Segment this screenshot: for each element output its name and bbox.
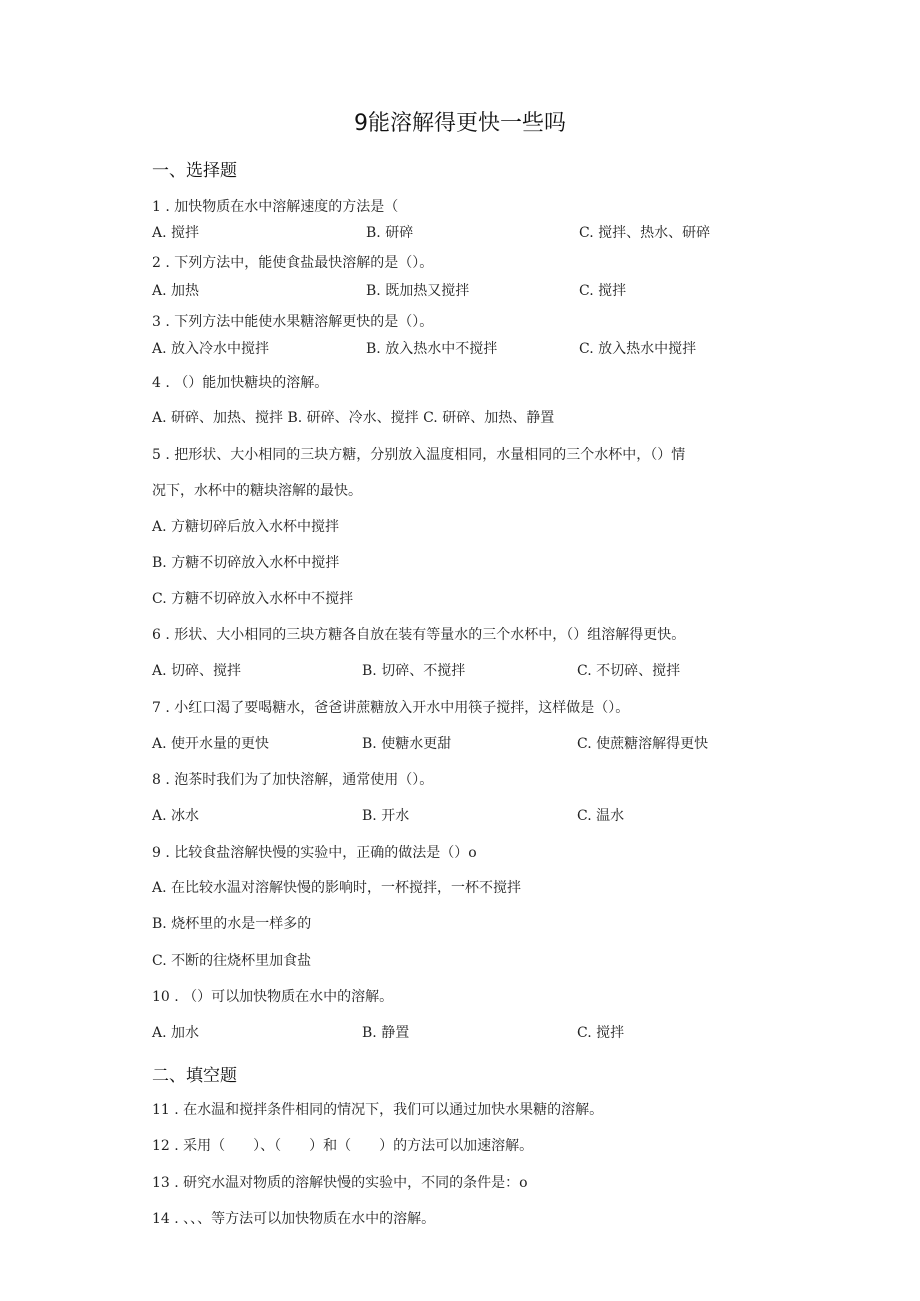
question-9-option-c: C. 不断的往烧杯里加食盐: [152, 953, 312, 969]
question-7-option-a: A. 使开水量的更快: [152, 736, 270, 752]
question-2-option-c: C. 搅拌: [579, 283, 627, 299]
question-10-option-b: B. 静置: [362, 1025, 410, 1041]
question-5-option-b: B. 方糖不切碎放入水杯中搅拌: [152, 555, 340, 571]
question-4-options: A. 研碎、加热、搅拌 B. 研碎、冷水、搅拌 C. 研碎、加热、静置: [152, 410, 555, 426]
question-3-option-b: B. 放入热水中不搅拌: [366, 341, 498, 357]
question-8-option-a: A. 冰水: [152, 808, 200, 824]
question-2-stem: 2 . 下列方法中，能使食盐最快溶解的是（）。: [152, 255, 434, 271]
section-heading-choice: 一、选择题: [152, 161, 237, 181]
question-8-option-b: B. 开水: [362, 808, 410, 824]
question-3-stem: 3 . 下列方法中能使水果糖溶解更快的是（）。: [152, 314, 434, 330]
question-6-option-c: C. 不切碎、搅拌: [577, 663, 681, 679]
question-2-option-a: A. 加热: [152, 283, 200, 299]
question-2-option-b: B. 既加热又搅拌: [366, 283, 470, 299]
question-12-stem: 12 . 采用（ ）、（ ）和（ ）的方法可以加速溶解。: [152, 1138, 534, 1154]
question-8-option-c: C. 温水: [577, 808, 625, 824]
question-13-stem: 13 . 研究水温对物质的溶解快慢的实验中，不同的条件是：o: [152, 1175, 528, 1191]
question-11-stem: 11 . 在水温和搅拌条件相同的情况下，我们可以通过加快水果糖的溶解。: [152, 1102, 604, 1118]
question-1-stem: 1 . 加快物质在水中溶解速度的方法是（: [152, 199, 399, 215]
question-7-option-b: B. 使糖水更甜: [362, 736, 452, 752]
question-14-stem: 14 . 、、、等方法可以加快物质在水中的溶解。: [152, 1211, 436, 1227]
question-6-option-a: A. 切碎、搅拌: [152, 663, 242, 679]
question-9-stem: 9 . 比较食盐溶解快慢的实验中，正确的做法是（）o: [152, 845, 477, 861]
question-7-stem: 7 . 小红口渴了要喝糖水，爸爸讲蔗糖放入开水中用筷子搅拌，这样做是（）。: [152, 700, 630, 716]
question-1-option-a: A. 搅拌: [152, 225, 200, 241]
question-8-stem: 8 . 泡茶时我们为了加快溶解，通常使用（）。: [152, 772, 434, 788]
question-3-option-a: A. 放入冷水中搅拌: [152, 341, 270, 357]
question-3-option-c: C. 放入热水中搅拌: [579, 341, 697, 357]
question-1-option-b: B. 研碎: [366, 225, 414, 241]
question-5-option-c: C. 方糖不切碎放入水杯中不搅拌: [152, 591, 354, 607]
question-6-stem: 6 . 形状、大小相同的三块方糖各自放在装有等量水的三个水杯中，（）组溶解得更快。: [152, 627, 686, 643]
question-1-option-c: C. 搅拌、热水、研碎: [579, 225, 711, 241]
question-9-option-a: A. 在比较水温对溶解快慢的影响时，一杯搅拌，一杯不搅拌: [152, 880, 522, 896]
question-6-option-b: B. 切碎、不搅拌: [362, 663, 466, 679]
question-5-option-a: A. 方糖切碎后放入水杯中搅拌: [152, 519, 340, 535]
question-10-option-c: C. 搅拌: [577, 1025, 625, 1041]
question-5-stem-line1: 5 . 把形状、大小相同的三块方糖，分别放入温度相同，水量相同的三个水杯中，（）情: [152, 447, 686, 463]
question-10-option-a: A. 加水: [152, 1025, 200, 1041]
question-10-stem: 10 . （）可以加快物质在水中的溶解。: [152, 989, 394, 1005]
question-7-option-c: C. 使蔗糖溶解得更快: [577, 736, 709, 752]
question-4-stem: 4 . （）能加快糖块的溶解。: [152, 375, 329, 391]
page-title: 9能溶解得更快一些吗: [354, 111, 566, 136]
section-heading-fill-blank: 二、填空题: [152, 1066, 237, 1086]
question-9-option-b: B. 烧杯里的水是一样多的: [152, 916, 312, 932]
question-5-stem-line2: 况下，水杯中的糖块溶解的最快。: [152, 483, 362, 499]
